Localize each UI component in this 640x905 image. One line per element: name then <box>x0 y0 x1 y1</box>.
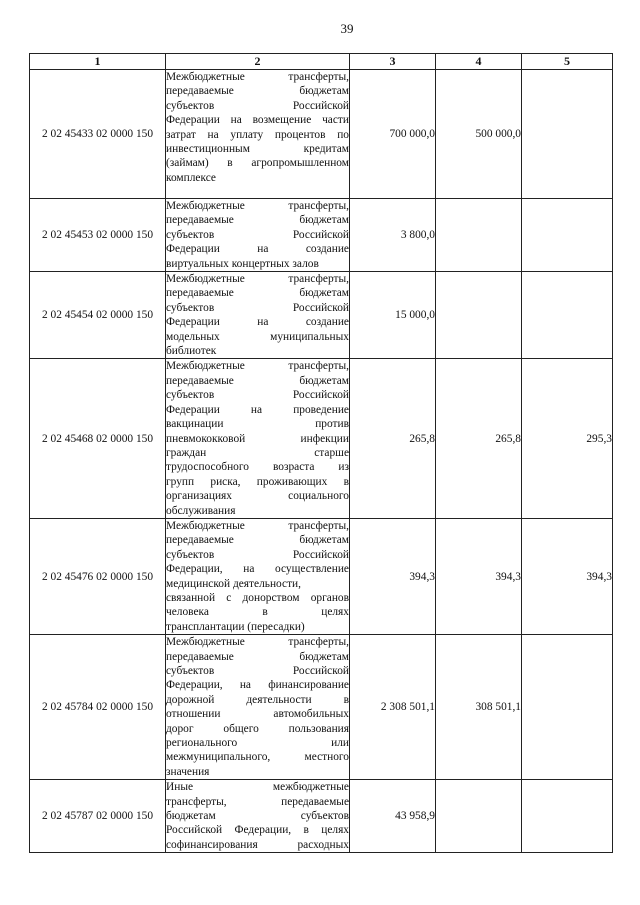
amount-cell-col5 <box>522 272 613 359</box>
description-line: передаваемые бюджетам <box>166 287 349 300</box>
amount-cell-col3: 700 000,0 <box>350 70 436 199</box>
description-line: трансферты, передаваемые <box>166 795 349 808</box>
budget-code-cell: 2 02 45454 02 0000 150 <box>30 272 166 359</box>
description-line: Иные межбюджетные <box>166 781 349 794</box>
column-header: 2 <box>166 54 350 70</box>
description-line: Федерации, на осуществление <box>166 563 349 576</box>
description-line: дорог общего пользования <box>166 722 349 735</box>
description-line: передаваемые бюджетам <box>166 85 349 98</box>
description-line: передаваемые бюджетам <box>166 650 349 663</box>
description-line: вакцинации против <box>166 418 349 431</box>
description-line: передаваемые бюджетам <box>166 374 349 387</box>
description-line: обслуживания <box>166 504 236 517</box>
amount-cell-col5 <box>522 635 613 780</box>
description-cell <box>166 780 350 853</box>
table-row <box>30 518 613 634</box>
amount-cell-col5 <box>522 70 613 199</box>
description-line: трансплантации (пересадки) <box>166 620 305 633</box>
description-cell <box>166 518 350 634</box>
description-line: бюджетам субъектов <box>166 810 349 823</box>
budget-code-cell: 2 02 45784 02 0000 150 <box>30 635 166 780</box>
table-row <box>30 359 613 518</box>
description-line: модельных муниципальных <box>166 330 349 343</box>
description-cell <box>166 199 350 272</box>
description-line: передаваемые бюджетам <box>166 214 349 227</box>
budget-code-cell: 2 02 45433 02 0000 150 <box>30 70 166 199</box>
budget-code-cell: 2 02 45787 02 0000 150 <box>30 780 166 853</box>
amount-cell-col4 <box>436 780 522 853</box>
description-line: организациях социального <box>166 490 349 503</box>
description-line: Межбюджетные трансферты, <box>166 200 349 212</box>
description-line: субъектов Российской <box>166 665 349 677</box>
amount-cell-col5 <box>522 780 613 853</box>
amount-cell-col4 <box>436 199 522 272</box>
table-row <box>30 780 613 853</box>
table-row <box>30 199 613 272</box>
description-line: Российской Федерации, в целях <box>166 824 349 837</box>
amount-cell-col4 <box>436 272 522 359</box>
description-line: библиотек <box>166 345 217 358</box>
description-line: регионального или <box>166 737 349 750</box>
description-line: субъектов Российской <box>166 548 349 561</box>
amount-cell-col4: 394,3 <box>436 518 522 634</box>
amount-cell-col3: 43 958,9 <box>350 780 436 853</box>
description-line: Федерации на возмещение части <box>166 114 349 127</box>
description-line: субъектов Российской <box>166 389 349 402</box>
column-header: 4 <box>436 54 522 70</box>
amount-cell-col5 <box>522 199 613 272</box>
amount-cell-col4: 308 501,1 <box>436 635 522 780</box>
description-line: трудоспособного возраста из <box>166 461 349 474</box>
description-cell <box>166 635 350 780</box>
description-line: виртуальных концертных залов <box>166 257 319 270</box>
description-line: отношении автомобильных <box>166 708 349 721</box>
description-line: значения <box>166 765 210 778</box>
description-line: Федерации на создание <box>166 316 349 329</box>
column-header: 1 <box>30 54 166 70</box>
description-line: Федерации на проведение <box>166 403 349 416</box>
description-line: Федерации на создание <box>166 243 349 256</box>
description-line: связанной с донорством органов <box>166 591 349 604</box>
description-line: Межбюджетные трансферты, <box>166 636 349 649</box>
description-line: медицинской деятельности, <box>166 577 301 590</box>
amount-cell-col3: 265,8 <box>350 359 436 518</box>
amount-cell-col5: 394,3 <box>522 518 613 634</box>
table-row <box>30 635 613 780</box>
column-header: 3 <box>350 54 436 70</box>
description-line: Межбюджетные трансферты, <box>166 519 349 532</box>
budget-table <box>29 53 613 853</box>
description-line: межмуниципального, местного <box>166 751 349 764</box>
description-line: софинансирования расходных <box>166 838 349 851</box>
amount-cell-col3: 394,3 <box>350 518 436 634</box>
description-line: граждан старше <box>166 446 349 459</box>
budget-code-cell: 2 02 45453 02 0000 150 <box>30 199 166 272</box>
description-line: комплексе <box>166 171 216 184</box>
amount-cell-col4: 500 000,0 <box>436 70 522 199</box>
description-line: групп риска, проживающих в <box>166 475 349 488</box>
amount-cell-col4: 265,8 <box>436 359 522 518</box>
description-line: человека в целях <box>166 606 349 619</box>
amount-cell-col3: 3 800,0 <box>350 199 436 272</box>
amount-cell-col3: 15 000,0 <box>350 272 436 359</box>
description-line: субъектов Российской <box>166 301 349 314</box>
description-line: Межбюджетные трансферты, <box>166 360 349 373</box>
description-line: субъектов Российской <box>166 228 349 241</box>
column-header: 5 <box>522 54 613 70</box>
description-cell <box>166 70 350 199</box>
budget-code-cell: 2 02 45476 02 0000 150 <box>30 518 166 634</box>
description-line: дорожной деятельности в <box>166 693 349 706</box>
description-line: Межбюджетные трансферты, <box>166 71 349 83</box>
description-line: субъектов Российской <box>166 99 349 112</box>
budget-code-cell: 2 02 45468 02 0000 150 <box>30 359 166 518</box>
description-line: инвестиционным кредитам <box>166 143 349 156</box>
amount-cell-col5: 295,3 <box>522 359 613 518</box>
description-line: Межбюджетные трансферты, <box>166 273 349 286</box>
description-line: (займам) в агропромышленном <box>166 157 349 170</box>
table-header-row <box>30 54 613 70</box>
description-line: затрат на уплату процентов по <box>166 128 349 141</box>
description-line: пневмококковой инфекции <box>166 432 349 445</box>
description-line: передаваемые бюджетам <box>166 534 349 547</box>
description-cell <box>166 272 350 359</box>
description-line: Федерации, на финансирование <box>166 679 349 692</box>
table-row <box>30 70 613 199</box>
description-cell <box>166 359 350 518</box>
table-row <box>30 272 613 359</box>
amount-cell-col3: 2 308 501,1 <box>350 635 436 780</box>
page-number: 39 <box>340 21 354 36</box>
